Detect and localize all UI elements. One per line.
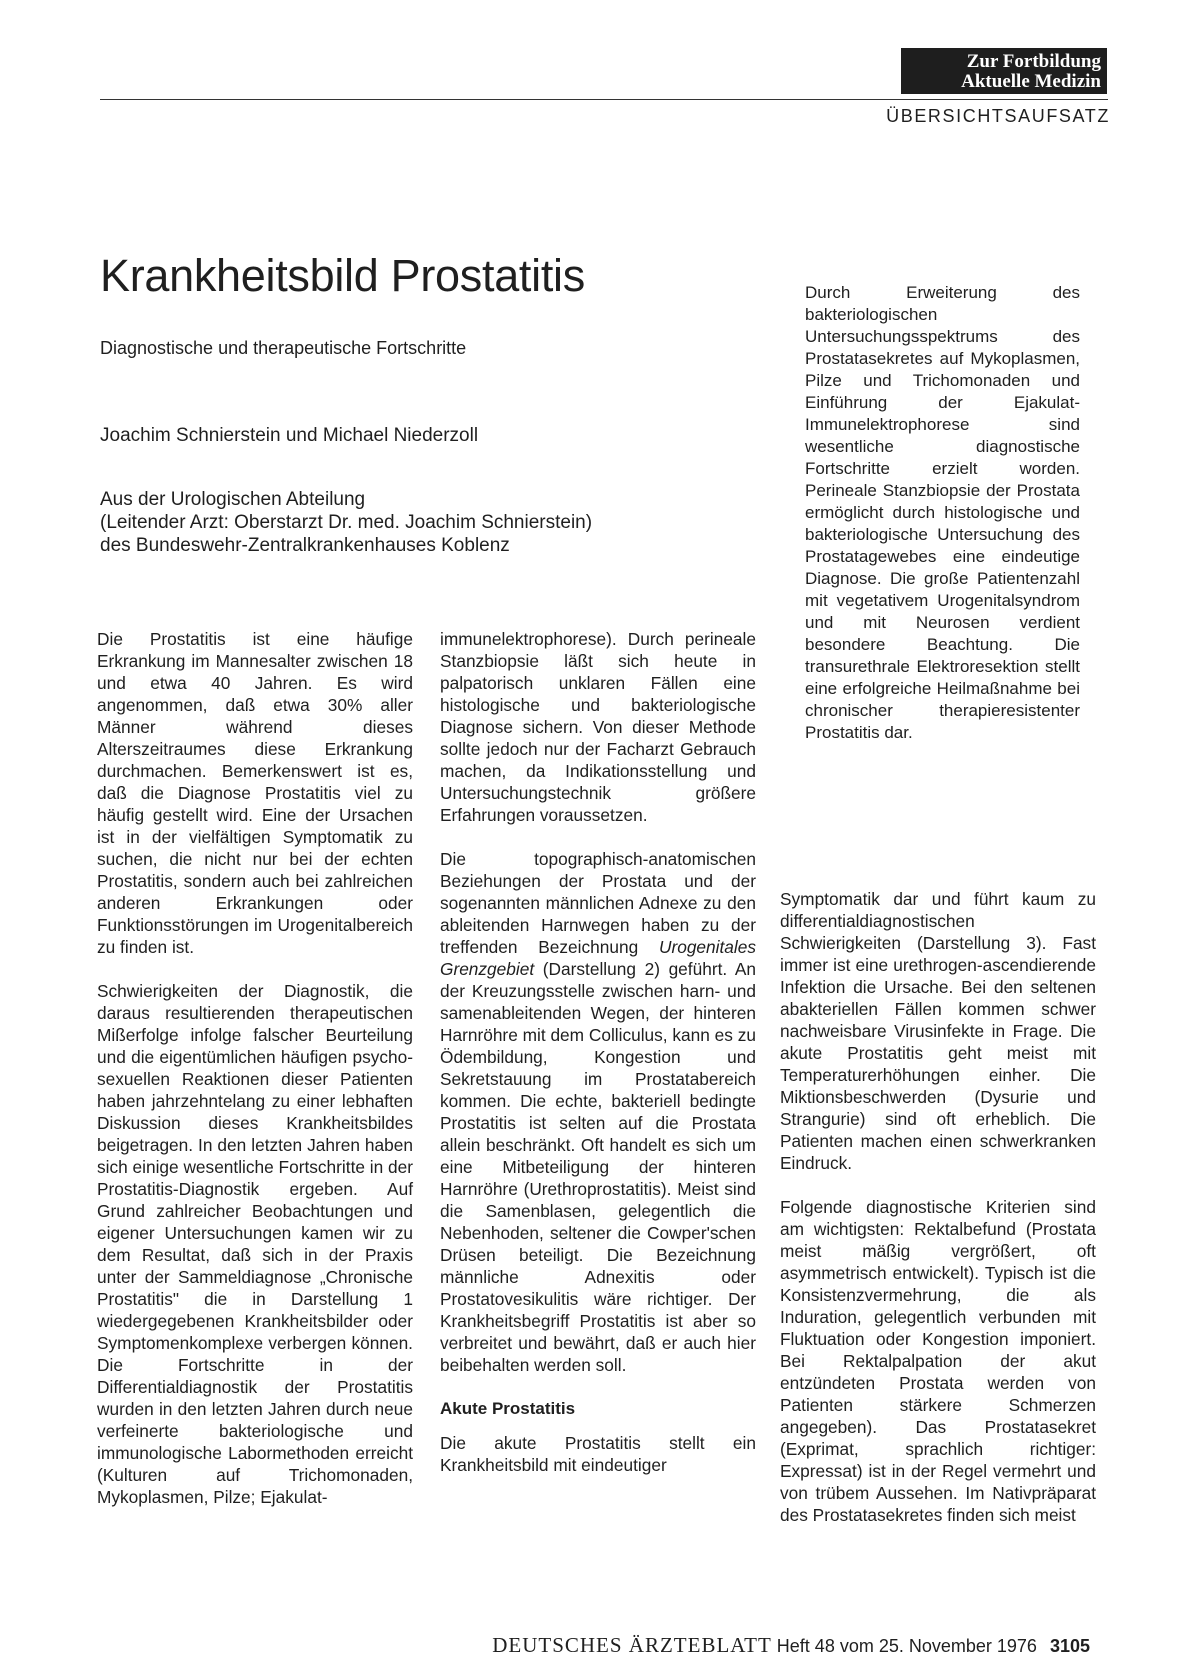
body-paragraph: Folgende diagnostische Kriterien sind am wichtigsten: Rektalbefund (Prostata meist mäßig vergrößert, oft asymmetrisch entwickelt). Typisch ist die Konsistenzvermehrung, die als Induration, gelegentlich verbunden mit Fluktuation oder Kongestion imponiert. Bei Rektalpalpation der akut entzündeten Prostata werden von Patienten stärkere Schmerzen angegeben). Das Prostatasekret (Exprimat, sprachlich richtiger: Expressat) ist in der Regel vermehrt und von trübem Aussehen. Im Nativpräparat des Prostatasekretes finden sich meist xyxy=(780,1197,1096,1525)
affiliation-line-1: Aus der Urologischen Abteilung xyxy=(100,489,366,510)
issue-info: Heft 48 vom 25. November 1976 xyxy=(776,1636,1037,1656)
article-abstract: Durch Erweiterung des bakteriologischen Untersuchungsspektrums des Prostatasekretes auf Mykoplasmen, Pilze und Trichomonaden und Einführung der Ejakulat-Immunelektrophorese sind wesentliche diagnostische Fortschritte erzielt worden. Perineale Stanzbiopsie der Prostata ermöglicht durch histologische und bakteriologische Untersuchung des Prostatagewebes eine eindeutige Diagnose. Die große Patientenzahl mit vegetativem Urogenitalsyndrom und mit Neurosen verdient besondere Beachtung. Die transurethrale Elektroresektion stellt eine erfolgreiche Heilmaßnahme bei chronischer therapieresistenter Prostatitis dar. xyxy=(805,283,1080,742)
section-heading: Akute Prostatitis xyxy=(440,1399,576,1418)
section-badge-line-2: Aktuelle Medizin xyxy=(961,71,1101,92)
emphasized-term: Urogenitales Grenzgebiet xyxy=(440,937,756,979)
body-paragraph: immunelektrophorese). Durch perineale Stanzbiopsie läßt sich heute in palpatorisch unklaren Fällen eine histologische und bakteriologische Diagnose sichern. Von dieser Methode sollte jedoch nur der Facharzt Gebrauch machen, da Indikationsstellung und Untersuchungstechnik größere Erfahrungen voraussetzen. xyxy=(440,629,756,825)
affiliation-line-3: des Bundeswehr-Zentralkrankenhauses Koblenz xyxy=(100,535,510,556)
section-badge-line-1: Zur Fortbildung xyxy=(966,51,1101,72)
body-column-3 xyxy=(780,888,1096,1548)
body-paragraph: Die Prostatitis ist eine häufige Erkrankung im Mannesalter zwischen 18 und etwa 40 Jahren. Es wird angenommen, daß etwa 30% aller Männer während dieses Alterszeitraumes diese Erkrankung durchmachen. Bemerkenswert ist es, daß die Diagnose Prostatitis viel zu häufig gestellt wird. Eine der Ursachen ist in der vielfältigen Symptomatik zu suchen, die nicht nur bei der echten Prostatitis, sondern auch bei zahlreichen anderen Erkrankungen oder Funktionsstörungen im Urogenitalbereich zu finden ist. xyxy=(97,629,413,957)
page-footer xyxy=(420,1633,1090,1658)
article-authors: Joachim Schnierstein und Michael Niederzoll xyxy=(100,425,479,446)
article-title: Krankheitsbild Prostatitis xyxy=(100,250,585,301)
body-paragraph: Symptomatik dar und führt kaum zu differentialdiagnostischen Schwierigkeiten (Darstellung 3). Fast immer ist eine urethrogen-ascendierende Infektion die Ursache. Bei den seltenen abakteriellen Fällen kommen schwer nachweisbare Virusinfekte in Frage. Die akute Prostatitis geht meist mit Temperaturerhöhungen einher. Die Miktionsbeschwerden (Dysurie und Strangurie) sind oft erheblich. Die Patienten machen einen schwerkranken Eindruck. xyxy=(780,889,1096,1173)
body-column-1 xyxy=(97,628,413,1530)
body-paragraph: Die akute Prostatitis stellt ein Krankheitsbild mit eindeutiger xyxy=(440,1433,756,1475)
body-paragraph: Schwierigkeiten der Diagnostik, die daraus resultierenden therapeutischen Mißerfolge infolge falscher Beurteilung und die eigentümlichen häufigen psycho-sexuellen Reaktionen dieser Patienten haben jahrzehntelang zu einer lebhaften Diskussion dieses Krankheitsbildes beigetragen. In den letzten Jahren haben sich einige wesentliche Fortschritte in der Prostatitis-Diagnostik ergeben. Auf Grund zahlreicher Beobachtungen und eigener Untersuchungen kamen wir zu dem Resultat, daß sich in der Praxis unter der Sammeldiagnose „Chronische Prostatitis" die in Darstellung 1 wiedergegebenen Krankheitsbilder oder Symptomenkomplexe verbergen können. Die Fortschritte in der Differentialdiagnostik der Prostatitis wurden in den letzten Jahren durch neue verfeinerte bakteriologische und immunologische Labormethoden erreicht (Kulturen auf Trichomonaden, Mykoplasmen, Pilze; Ejakulat- xyxy=(97,981,414,1507)
body-text: (Darstellung 2) geführt. An der Kreuzungsstelle zwischen harn- und samenableitenden Wegen, der hinteren Harnröhre mit dem Colliculus, kann es zu Ödembildung, Kongestion und Sekretstauung im Prostatabereich kommen. Die echte, bakteriell bedingte Prostatitis ist selten auf die Prostata allein beschränkt. Oft handelt es sich um eine Mitbeteiligung der hinteren Harnröhre (Urethroprostatitis). Meist sind die Samenblasen, gelegentlich die Nebenhoden, seltener die Cowper'schen Drüsen beteiligt. Die Bezeichnung männliche Adnexitis oder Prostatovesikulitis wäre richtiger. Der Krankheitsbegriff Prostatitis ist aber so verbreitet und bewährt, daß er auch hier beibehalten werden soll. xyxy=(440,959,756,1375)
body-text: Die topographisch-anatomischen Beziehungen der Prostata und der sogenannten männlichen Adnexe zu den ableitenden Harnwegen haben zu der treffenden Bezeichnung xyxy=(440,849,756,957)
body-column-2 xyxy=(440,628,756,1498)
header-rule xyxy=(100,99,1108,100)
affiliation-line-2: (Leitender Arzt: Oberstarzt Dr. med. Joachim Schnierstein) xyxy=(100,512,593,533)
section-badge xyxy=(901,48,1107,94)
body-paragraph xyxy=(440,848,756,1376)
article-type: ÜBERSICHTSAUFSATZ xyxy=(886,106,1110,126)
author-affiliation xyxy=(100,488,592,557)
article-subtitle: Diagnostische und therapeutische Fortschritte xyxy=(100,338,467,358)
journal-name: DEUTSCHES ÄRZTEBLATT xyxy=(492,1633,772,1657)
page-number: 3105 xyxy=(1049,1636,1090,1656)
